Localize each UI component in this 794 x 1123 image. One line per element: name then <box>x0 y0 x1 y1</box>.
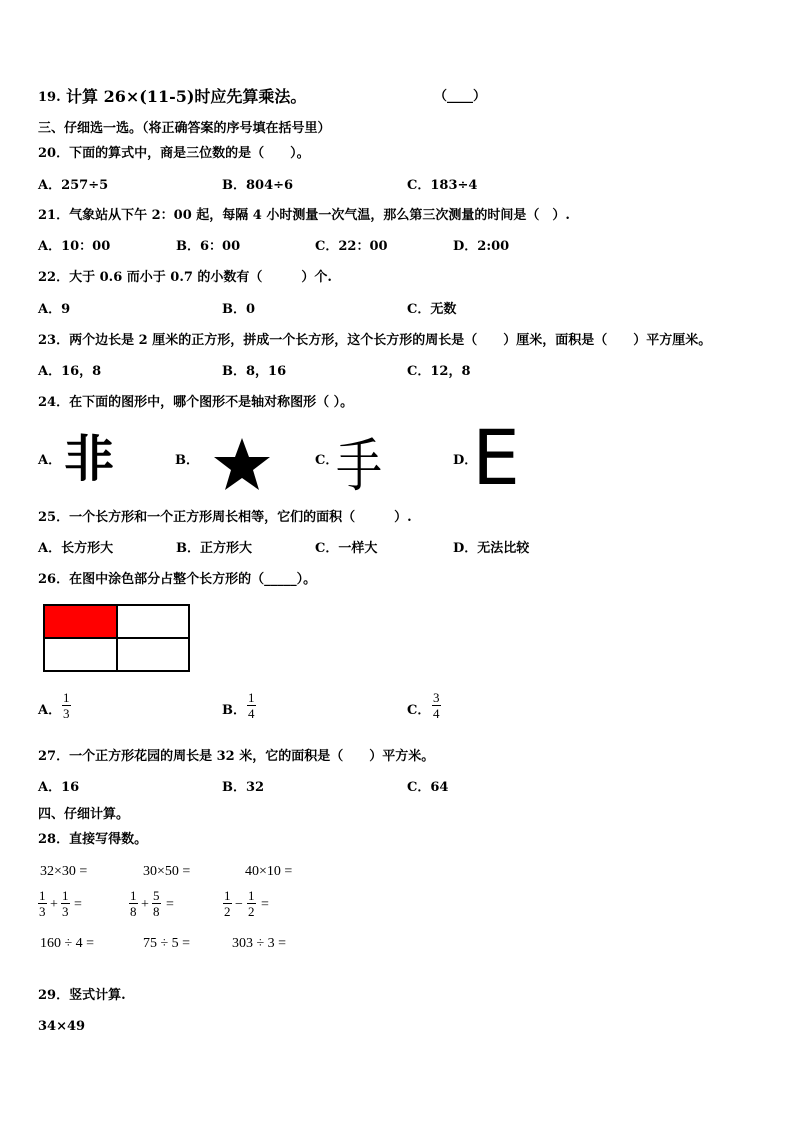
q24-label-d[interactable]: D． <box>453 453 478 468</box>
q28-f3-op: − <box>235 897 243 912</box>
q24-label-a[interactable]: A． <box>38 453 62 468</box>
q28-f2-b: 5 8 <box>153 888 160 919</box>
q22-option-b[interactable]: B．0 <box>222 302 256 317</box>
q26-label-a[interactable]: A． <box>38 703 62 718</box>
q28-f3-eq: = <box>261 897 269 912</box>
q24-figure-shou: 手 <box>336 431 382 499</box>
q19-text: 计算 26×(11-5)时应先算乘法。 <box>66 87 307 106</box>
q27-text: 27．一个正方形花园的周长是 32 米，它的面积是（ ）平方米。 <box>38 749 435 764</box>
section-3-heading: 三、仔细选一选。（将正确答案的序号填在括号里） <box>38 121 331 136</box>
q25-option-a[interactable]: A．长方形大 <box>38 541 114 556</box>
q27-option-c[interactable]: C．64 <box>407 780 449 795</box>
q28-calc-3: 40×10 = <box>245 864 293 879</box>
q21-option-a[interactable]: A．10：00 <box>38 239 111 254</box>
q28-f1-b: 1 3 <box>62 888 69 919</box>
q26-label-b[interactable]: B． <box>222 703 246 718</box>
grid-cell <box>117 605 190 638</box>
q25-text: 25．一个长方形和一个正方形周长相等，它们的面积（ ）. <box>38 510 412 525</box>
q22-text: 22．大于 0.6 而小于 0.7 的小数有（ ）个. <box>38 270 332 285</box>
q22-option-a[interactable]: A．9 <box>38 302 71 317</box>
q21-text: 21．气象站从下午 2：00 起，每隔 4 小时测量一次气温，那么第三次测量的时间是（ ）. <box>38 208 570 223</box>
q23-option-b[interactable]: B．8，16 <box>222 364 287 379</box>
q23-option-a[interactable]: A．16，8 <box>38 364 102 379</box>
q20-option-b[interactable]: B．804÷6 <box>222 178 294 193</box>
q29-expression: 34×49 <box>38 1019 86 1034</box>
q25-option-d[interactable]: D．无法比较 <box>453 541 530 556</box>
q27-option-b[interactable]: B．32 <box>222 780 265 795</box>
q28-f1-a: 1 3 <box>39 888 46 919</box>
q29-text: 29．竖式计算. <box>38 988 126 1003</box>
q26-fraction-b: 1 4 <box>248 690 255 721</box>
q26-fraction-c: 3 4 <box>433 690 440 721</box>
q25-option-c[interactable]: C．一样大 <box>315 541 378 556</box>
q28-f2-a: 1 8 <box>130 888 137 919</box>
q20-text: 20．下面的算式中，商是三位数的是（ ）。 <box>38 146 310 161</box>
q24-label-b[interactable]: B． <box>175 453 199 468</box>
q20-option-c[interactable]: C．183÷4 <box>407 178 478 193</box>
q24-figure-fei: 非 <box>64 430 114 488</box>
q23-option-c[interactable]: C．12，8 <box>407 364 471 379</box>
q28-calc-9: 303 ÷ 3 = <box>232 936 287 951</box>
q28-calc-7: 160 ÷ 4 = <box>40 936 95 951</box>
q25-option-b[interactable]: B．正方形大 <box>176 541 252 556</box>
q28-f1-op: + <box>50 897 58 912</box>
q26-text: 26．在图中涂色部分占整个长方形的（_____）。 <box>38 572 317 587</box>
q21-option-c[interactable]: C．22：00 <box>315 239 388 254</box>
q26-fraction-a: 1 3 <box>63 690 70 721</box>
q28-f3-a: 1 2 <box>224 888 231 919</box>
q26-label-c[interactable]: C． <box>407 703 431 718</box>
grid-cell-shaded <box>44 605 117 638</box>
q21-option-d[interactable]: D．2:00 <box>453 239 510 254</box>
q24-figure-e: E <box>472 413 521 502</box>
q28-calc-1: 32×30 = <box>40 864 88 879</box>
q27-option-a[interactable]: A．16 <box>38 780 80 795</box>
q24-label-c[interactable]: C． <box>315 453 339 468</box>
q28-calc-8: 75 ÷ 5 = <box>143 936 191 951</box>
q28-f1-eq: = <box>74 897 82 912</box>
grid-cell <box>44 638 117 671</box>
q26-rectangle-grid <box>43 604 190 672</box>
q24-star-icon <box>212 436 272 496</box>
q20-option-a[interactable]: A．257÷5 <box>38 178 109 193</box>
q23-text: 23．两个边长是 2 厘米的正方形，拼成一个长方形，这个长方形的周长是（ ）厘米，面积是（ ）平方厘米。 <box>38 333 712 348</box>
q28-f3-b: 1 2 <box>248 888 255 919</box>
q28-f2-eq: = <box>166 897 174 912</box>
q19-answer-blank[interactable]: （____） <box>434 89 487 104</box>
q19-number: 19. <box>38 90 61 105</box>
q28-f2-op: + <box>141 897 149 912</box>
q22-option-c[interactable]: C．无数 <box>407 302 457 317</box>
grid-cell <box>117 638 190 671</box>
q21-option-b[interactable]: B．6：00 <box>176 239 241 254</box>
section-4-heading: 四、仔细计算。 <box>38 807 130 822</box>
q28-text: 28．直接写得数。 <box>38 832 148 847</box>
q24-text: 24．在下面的图形中，哪个图形不是轴对称图形（ ）。 <box>38 395 354 410</box>
q28-calc-2: 30×50 = <box>143 864 191 879</box>
